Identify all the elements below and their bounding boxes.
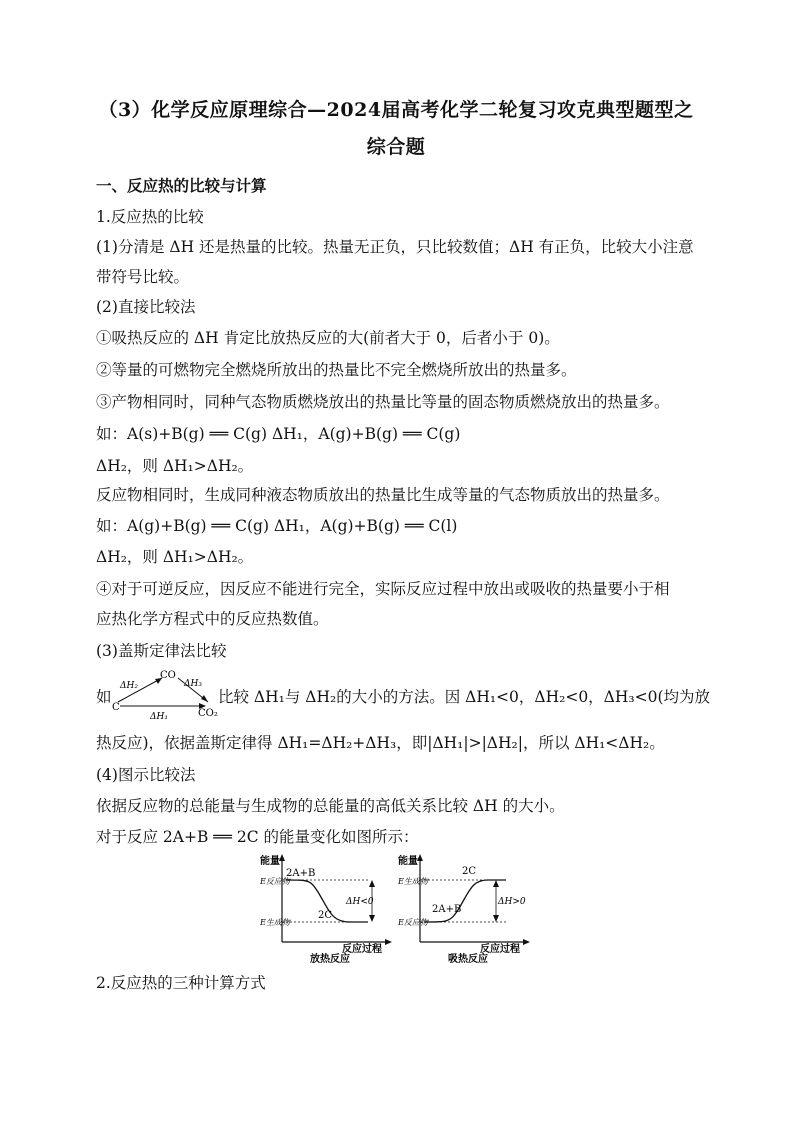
delta-h-label: ΔH<0 [346, 897, 374, 907]
hess-co2-label: CO₂ [198, 708, 218, 719]
paragraph: 应热化学方程式中的反应热数值。 [96, 610, 329, 628]
doc-title-line2: 综合题 [366, 136, 426, 158]
hess-dh3-label: ΔH₃ [184, 679, 202, 689]
reactant-label: 2A+B [432, 904, 462, 915]
item-heading-1: 1.反应热的比较 [96, 208, 204, 226]
paragraph-prefix: 如 [96, 688, 112, 706]
product-label: 2C [462, 866, 477, 877]
equation-line: 如：A(s)+B(g) ══ C(g) ΔH₁，A(g)+B(g) ══ C(g) [96, 425, 461, 443]
caption-endothermic: 吸热反应 [448, 954, 488, 964]
item-heading-2: 2.反应热的三种计算方式 [96, 974, 266, 992]
equation-line: ΔH₂，则 ΔH₁>ΔH₂。 [96, 457, 254, 475]
e-reactant-label: E反应物 [260, 877, 290, 886]
e-reactant-label: E反应物 [398, 918, 428, 927]
e-product-label: E生成物 [398, 877, 428, 886]
paragraph: ②等量的可燃物完全燃烧所放出的热量比不完全燃烧所放出的热量多。 [96, 361, 577, 379]
paragraph: ④对于可逆反应，因反应不能进行完全，实际反应过程中放出或吸收的热量要小于相 [96, 580, 670, 598]
hess-co-label: CO [160, 670, 176, 681]
section-heading: 一、反应热的比较与计算 [96, 176, 267, 195]
equation-line: ΔH₂，则 ΔH₁>ΔH₂。 [96, 548, 254, 566]
hess-dh1-label: ΔH₁ [150, 712, 168, 720]
paragraph: (4)图示比较法 [96, 766, 196, 784]
xlabel-process: 反应过程 [342, 944, 382, 955]
e-product-label: E生成物 [260, 918, 290, 927]
paragraph: 反应物相同时，生成同种液态物质放出的热量比生成等量的气态物质放出的热量多。 [96, 486, 670, 504]
endothermic-energy-diagram [398, 852, 538, 964]
ylabel-energy: 能量 [260, 856, 280, 867]
equation-line: 如：A(g)+B(g) ══ C(g) ΔH₁，A(g)+B(g) ══ C(l) [96, 517, 458, 535]
paragraph: 带符号比较。 [96, 268, 190, 286]
paragraph: 依据反应物的总能量与生成物的总能量的高低关系比较 ΔH 的大小。 [96, 797, 565, 815]
exothermic-energy-diagram [260, 852, 400, 964]
caption-exothermic: 放热反应 [310, 954, 350, 964]
hess-cycle-diagram [110, 668, 220, 720]
product-label: 2C [318, 910, 333, 921]
ylabel-energy: 能量 [398, 856, 418, 867]
delta-h-label: ΔH>0 [498, 897, 526, 907]
paragraph: (3)盖斯定律法比较 [96, 642, 227, 660]
reactant-label: 2A+B [286, 868, 316, 879]
paragraph: 热反应)，依据盖斯定律得 ΔH₁=ΔH₂+ΔH₃，即|ΔH₁|>|ΔH₂|，所以 ΔH₁<ΔH₂。 [96, 734, 665, 752]
paragraph: 对于反应 2A+B ══ 2C 的能量变化如图所示： [96, 828, 419, 846]
paragraph: 比较 ΔH₁与 ΔH₂的大小的方法。因 ΔH₁<0，ΔH₂<0，ΔH₃<0(均为放 [218, 688, 710, 706]
hess-c-label: C [112, 702, 120, 713]
paragraph: (1)分清是 ΔH 还是热量的比较。热量无正负，只比较数值；ΔH 有正负，比较大小注意 [96, 238, 694, 256]
doc-title-line1: （3）化学反应原理综合—2024届高考化学二轮复习攻克典型题型之 [98, 99, 694, 121]
paragraph: ①吸热反应的 ΔH 肯定比放热反应的大(前者大于 0，后者小于 0)。 [96, 329, 560, 347]
hess-dh2-label: ΔH₂ [120, 681, 138, 691]
paragraph: (2)直接比较法 [96, 298, 196, 316]
xlabel-process: 反应过程 [480, 944, 520, 955]
paragraph: ③产物相同时，同种气态物质燃烧放出的热量比等量的固态物质燃烧放出的热量多。 [96, 393, 670, 411]
